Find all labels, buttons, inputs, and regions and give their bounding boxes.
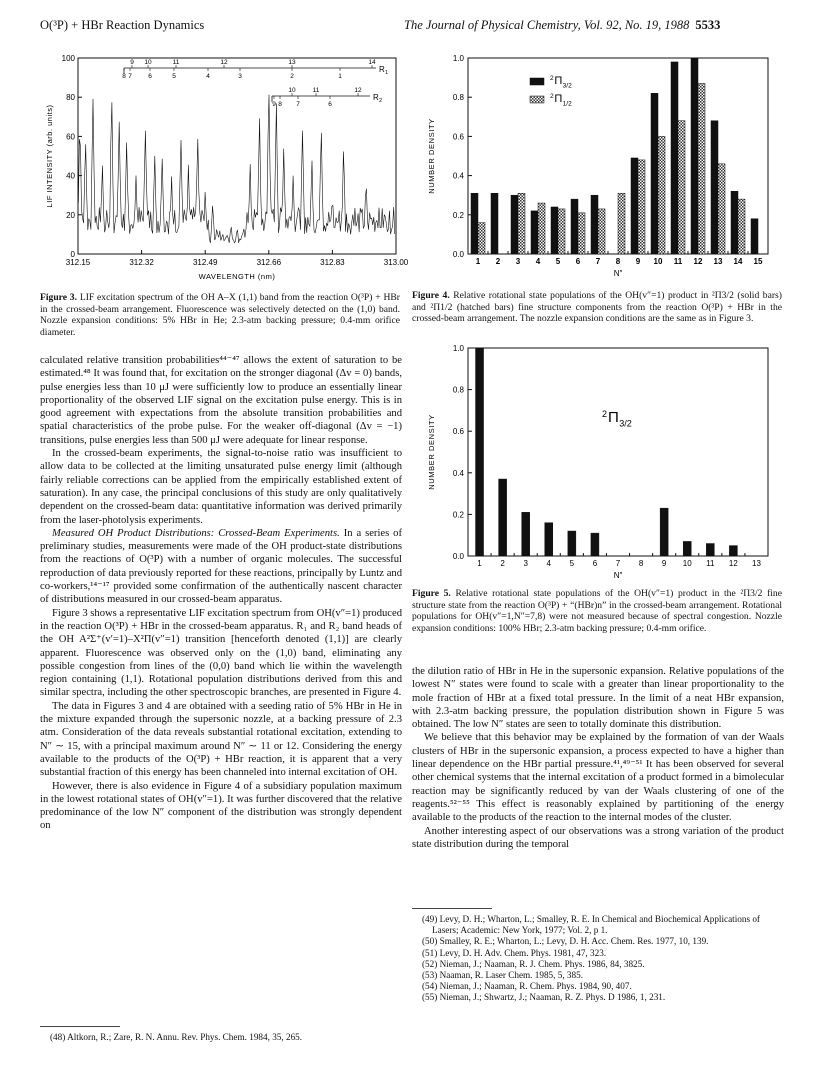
footnote-rule [40, 1026, 120, 1027]
legend-subscript: 3/2 [619, 418, 632, 429]
x-tick-label: 12 [693, 257, 703, 266]
figure-4-bar-chart [412, 50, 792, 285]
legend-superscript: 2 [550, 75, 554, 83]
comb-upper-label: 12 [354, 87, 362, 94]
x-axis-label: N″ [613, 269, 623, 278]
bar [729, 546, 737, 556]
comb-lower-label: 8 [278, 101, 282, 108]
band-head-label: R [379, 65, 385, 74]
bar [706, 544, 714, 556]
figure-5-caption-text: Relative rotational state populations of the OH(v″=1) product in the ²Π3/2 fine structure state from the reaction O(³P) + “(HBr)n” in the crossed-beam arrangement. Rotational populations for OH(v″=1,N″=7,8) were not measured because of spectral congestion. Nozzle expansion conditions: 100% HBr; 2.3-atm backing pressure; 0.4-mm orifice. [412, 588, 782, 634]
x-tick-label: 9 [661, 559, 667, 568]
footnote-53: (53) Naaman, R. Laser Chem. 1985, 5, 385. [422, 970, 584, 981]
footnote-52: (52) Nieman, J.; Naaman, R. J. Chem. Phys. 1986, 84, 3825. [422, 958, 645, 969]
bar [698, 83, 705, 254]
x-tick-label: 2 [495, 257, 501, 266]
comb-lower-label: 4 [206, 73, 210, 80]
y-axis-label: LIF INTENSITY (arb. units) [45, 104, 54, 208]
bar [598, 209, 605, 254]
left-body-column [40, 354, 402, 833]
bar [718, 164, 725, 254]
paragraph [40, 527, 402, 607]
bar [551, 207, 558, 254]
paragraph: In the crossed-beam experiments, the signal-to-noise ratio was insufficient to allow data to be collected at the limiting unsaturated pulse energy limit (although fairly reliable corrections can be applied from the empirically established extent of saturation). In any case, the principal conclusions of this study are only qualitatively dependent on the crossed-beam data: quantitative information was derived primarily from the laser-photolysis experiments. [40, 448, 402, 526]
comb-upper-label: 11 [172, 59, 180, 66]
x-tick-label: 10 [682, 559, 692, 568]
y-tick-label: 1.0 [452, 54, 464, 63]
x-tick-label: 5 [569, 559, 575, 568]
paragraph: Another interesting aspect of our observations was a strong variation of the product state distribution during the temporal [412, 825, 784, 850]
y-tick-label: 0.6 [452, 427, 464, 437]
comb-upper-label: 10 [144, 59, 152, 66]
bar [658, 136, 665, 254]
bar [568, 531, 576, 556]
x-tick-label: 9 [635, 257, 641, 266]
right-footnotes [422, 914, 784, 1004]
footnote-50: (50) Smalley, R. E.; Wharton, L.; Levy, D. H. Acc. Chem. Res. 1977, 10, 139. [422, 936, 709, 947]
figure-4-label: Figure 4. [412, 290, 450, 301]
bar [545, 523, 553, 556]
bar [499, 479, 507, 556]
bar [678, 121, 685, 254]
x-tick-label: 5 [555, 257, 561, 266]
bar [511, 195, 518, 254]
journal-citation: The Journal of Physical Chemistry, Vol. 92, No. 19, 1988 [404, 18, 690, 32]
comb-lower-label: 7 [296, 101, 300, 108]
comb-upper-label: 13 [288, 59, 296, 66]
band-head-label: R [373, 93, 379, 102]
legend-subscript: 3/2 [562, 82, 572, 90]
bar [591, 195, 598, 254]
x-tick-label: 11 [706, 559, 715, 568]
legend-symbol: Π [554, 93, 563, 105]
bar [571, 199, 578, 254]
footnote-49: (49) Levy, D. H.; Wharton, L.; Smalley, R. E. In Chemical and Biochemical Applications of Lasers; Academic: New York, 1977; Vol. 2, p 1. [422, 914, 760, 936]
bar [531, 211, 538, 254]
band-head-subscript: 2 [379, 98, 383, 104]
comb-lower-label: 3 [238, 73, 242, 80]
x-tick-label: 312.83 [320, 258, 345, 267]
y-tick-label: 1.0 [452, 344, 464, 353]
paragraph: calculated relative transition probabilities⁴⁴⁻⁴⁷ allows the extent of saturation to be estimated.⁴⁸ It was found that, for excitation on the stronger diagonal (Δv = 0) bands, pulse energies less than 10 μJ were sufficiently low to produce an essentially linear proportionality of the observed LIF signal on the excitation pulse energy. This is in good agreement with expectations from the absolute transition probabilities and spatial characteristics of the probe pulse. For the weaker off-diagonal (Δv = −1) transitions, pulse energies less than 500 μJ were adequate for linear response. [40, 355, 402, 446]
bar [638, 160, 645, 254]
paragraph: The data in Figures 3 and 4 are obtained with a seeding ratio of 5% HBr in He in the mixture expanded through the supersonic nozzle, at a backing pressure of 2.3 atm. Consideration of the data reveals substantial rotational excitation, extending to N″ ∼ 15, with a principal maximum around N″ ∼ 11 or 12. Considering the energy available to the products of the O(³P) + HBr reaction, it is apparent that a very substantial fraction of this energy has been channeled into internal excitation of OH. [40, 700, 402, 779]
bar [683, 541, 691, 556]
legend-subscript: 1/2 [562, 100, 572, 108]
x-tick-label: 312.66 [256, 258, 282, 267]
y-tick-label: 40 [66, 171, 75, 181]
x-tick-label: 13 [713, 257, 723, 266]
y-tick-label: 60 [66, 132, 75, 142]
y-tick-label: 0 [70, 250, 75, 259]
x-tick-label: 7 [615, 559, 621, 568]
figure-5-label: Figure 5. [412, 588, 451, 599]
x-tick-label: 7 [595, 257, 601, 266]
bar [518, 193, 525, 254]
x-tick-label: 312.32 [129, 258, 154, 267]
bar [691, 58, 698, 254]
x-axis-label: WAVELENGTH (nm) [198, 272, 276, 281]
bar [476, 348, 484, 556]
paragraph-text: In a series of preliminary studies, measurements were made of the OH product-state distributions from the reactions of O(³P) with a number of organic molecules. The successful reproduction of data previously reported for these reactions, principally by Luntz and co-workers,¹⁴⁻¹⁷ provided some confirmation of the authentically nascent character of distributions measured in our crossed-beam apparatus. [40, 527, 402, 606]
comb-lower-label: 7 [128, 73, 132, 80]
y-tick-label: 0.8 [452, 93, 464, 103]
x-tick-label: 3 [515, 257, 521, 266]
comb-lower-label: 5 [172, 73, 176, 80]
figure-4-caption [412, 290, 782, 325]
x-tick-label: 8 [638, 559, 644, 568]
footnote-55: (55) Nieman, J.; Shwartz, J.; Naaman, R. Z. Phys. D 1986, 1, 231. [422, 992, 666, 1003]
band-head-comb-r2 [272, 87, 382, 108]
figure-5-bar-chart [412, 340, 792, 585]
bar [538, 203, 545, 254]
x-tick-label: 1 [475, 257, 481, 266]
bar [471, 193, 478, 254]
x-tick-label: 1 [477, 559, 482, 568]
bar [491, 193, 498, 254]
y-axis-label: NUMBER DENSITY [427, 118, 436, 194]
footnote-54: (54) Nieman, J.; Naaman, R. Chem. Phys. 1984, 90, 407. [422, 981, 632, 992]
footnote-rule [412, 908, 492, 909]
legend-superscript: 2 [602, 408, 608, 419]
y-tick-label: 0.2 [452, 210, 464, 220]
comb-upper-label: 12 [220, 59, 228, 66]
x-tick-label: 14 [733, 257, 743, 266]
y-tick-label: 0.0 [452, 552, 464, 561]
y-tick-label: 0.6 [452, 132, 464, 142]
comb-lower-label: 1 [338, 73, 342, 80]
figure-3-caption-text: LIF excitation spectrum of the OH A–X (1,1) band from the reaction O(³P) + HBr in the crossed-beam arrangement. Fluorescence was selectively detected on the (1,0) band. Nozzle expansion conditions: 5% HBr in He; 2.3-atm backing pressure; 0.4-mm orifice diameter. [40, 292, 400, 338]
bar [711, 121, 718, 254]
comb-upper-label: 9 [130, 59, 134, 66]
y-axis-label: NUMBER DENSITY [427, 414, 436, 490]
y-tick-label: 20 [66, 210, 75, 220]
bar [618, 193, 625, 254]
figure-5-caption [412, 588, 782, 634]
x-tick-label: 15 [753, 257, 763, 266]
x-axis-label: N″ [613, 571, 623, 580]
y-tick-label: 0.2 [452, 510, 464, 520]
x-tick-label: 6 [592, 559, 598, 568]
comb-upper-label: 14 [368, 59, 376, 66]
legend-superscript: 2 [550, 93, 554, 101]
x-tick-label: 8 [615, 257, 621, 266]
bar [478, 223, 485, 254]
figure-3-label: Figure 3. [40, 292, 78, 303]
y-tick-label: 80 [66, 93, 75, 103]
comb-lower-label: 6 [328, 101, 332, 108]
x-tick-label: 312.15 [65, 258, 91, 267]
x-tick-label: 10 [653, 257, 663, 266]
bar [591, 533, 599, 556]
x-tick-label: 313.00 [383, 258, 409, 267]
bar [631, 158, 638, 254]
legend-symbol: Π [554, 75, 563, 87]
paragraph: We believe that this behavior may be explained by the formation of van der Waals clusters of HBr in the supersonic expansion, a process expected to have a higher than linear dependence on the HBr partial pressure.⁴¹,⁴⁹⁻⁵¹ It has been observed for several other chemical systems that the internal excitation of a product formed in a bimolecular reaction may be significantly reduced by van der Waals clustering of one of the reagents.⁵²⁻⁵⁵ This effect is reasonably explained by partitioning of the energy available to the products of the reaction to the internal modes of the cluster. [412, 732, 784, 824]
band-head-comb-r1 [122, 59, 388, 80]
y-tick-label: 0.0 [452, 250, 464, 259]
paragraph: However, there is also evidence in Figure 4 of a subsidiary population maximum in the lowest rotational states of OH(v″=1). It was further discovered that the relative predominance of the low N″ component of the distribution was strongly dependent on [40, 780, 402, 832]
x-tick-label: 3 [523, 559, 528, 568]
bar [558, 209, 565, 254]
paragraph: Figure 3 shows a representative LIF excitation spectrum from OH(v″=1) produced in the reaction O(³P) + HBr in the crossed-beam apparatus. R₁ and R₂ band heads of the OH A²Σ⁺(v′=1)–X²Π(v″=1) transition [henceforth denoted (1,1)] are clearly apparent. Fluorescence was observed only on the (1,0) band, eliminating any possible congestion from lines of the (0,0) band which lie within the wavelength region containing (1,1). Rotational population distributions derived from this and similar spectra, including the other spectroscopic branches, are presented in Figure 4. [40, 607, 402, 699]
section-heading: Measured OH Product Distributions: Crossed-Beam Experiments. [52, 527, 340, 539]
figure-4-caption-text: Relative rotational state populations of the OH(v″=1) product in ²Π3/2 (solid bars) and ²Π1/2 (hatched bars) fine structure components from the reaction O(³P) + HBr in the crossed-beam arrangement. The nozzle expansion conditions are the same as in Figure 3. [412, 290, 782, 325]
y-tick-label: 0.4 [452, 468, 464, 478]
spectrum-trace [78, 95, 394, 243]
figure-3-caption [40, 292, 400, 338]
x-tick-label: 4 [546, 559, 551, 568]
x-tick-label: 312.49 [192, 258, 218, 267]
bar [651, 93, 658, 254]
legend-symbol: Π [608, 409, 619, 426]
y-tick-label: 0.4 [452, 171, 464, 181]
x-tick-label: 12 [728, 559, 738, 568]
running-head-right [404, 18, 720, 33]
comb-upper-label: 11 [312, 87, 320, 94]
bar [522, 512, 530, 556]
right-body-column [412, 665, 784, 851]
comb-lower-label: 2 [290, 73, 294, 80]
running-head-left: O(³P) + HBr Reaction Dynamics [40, 18, 205, 32]
bar [738, 199, 745, 254]
x-tick-label: 4 [535, 257, 541, 266]
x-tick-label: 2 [500, 559, 505, 568]
comb-lower-label: 8 [122, 73, 126, 80]
footnote-51: (51) Levy, D. H. Adv. Chem. Phys. 1981, 47, 323. [422, 947, 607, 958]
comb-lower-label: 6 [148, 73, 152, 80]
page-number: 5533 [695, 18, 721, 32]
comb-lower-label: 9 [272, 101, 276, 108]
bar [578, 213, 585, 254]
comb-upper-label: 10 [288, 87, 296, 94]
figure-3-spectrum [40, 50, 412, 290]
paragraph: the dilution ratio of HBr in He in the supersonic expansion. Relative populations of the lowest N″ states were found to scale with a greater than linear proportionality to the mole fraction of HBr at a fixed total pressure. In the limit of a neat HBr expansion, with 2.3-atm backing pressure, the population distribution shown in Figure 5 was obtained. The low N″ states are seen to totally dominate this distribution. [412, 666, 784, 731]
legend-swatch [530, 96, 544, 103]
x-tick-label: 13 [752, 559, 761, 568]
plot-frame [468, 348, 768, 556]
band-head-subscript: 1 [385, 70, 389, 76]
x-tick-label: 11 [673, 257, 683, 266]
bar [671, 62, 678, 254]
bar [751, 219, 758, 254]
bar [731, 191, 738, 254]
bar [660, 508, 668, 556]
y-tick-label: 0.8 [452, 385, 464, 395]
x-tick-label: 6 [575, 257, 581, 266]
left-footnote: (48) Altkorn, R.; Zare, R. N. Annu. Rev. Phys. Chem. 1984, 35, 265. [50, 1032, 303, 1042]
y-tick-label: 100 [61, 54, 75, 63]
legend-swatch [530, 78, 544, 85]
